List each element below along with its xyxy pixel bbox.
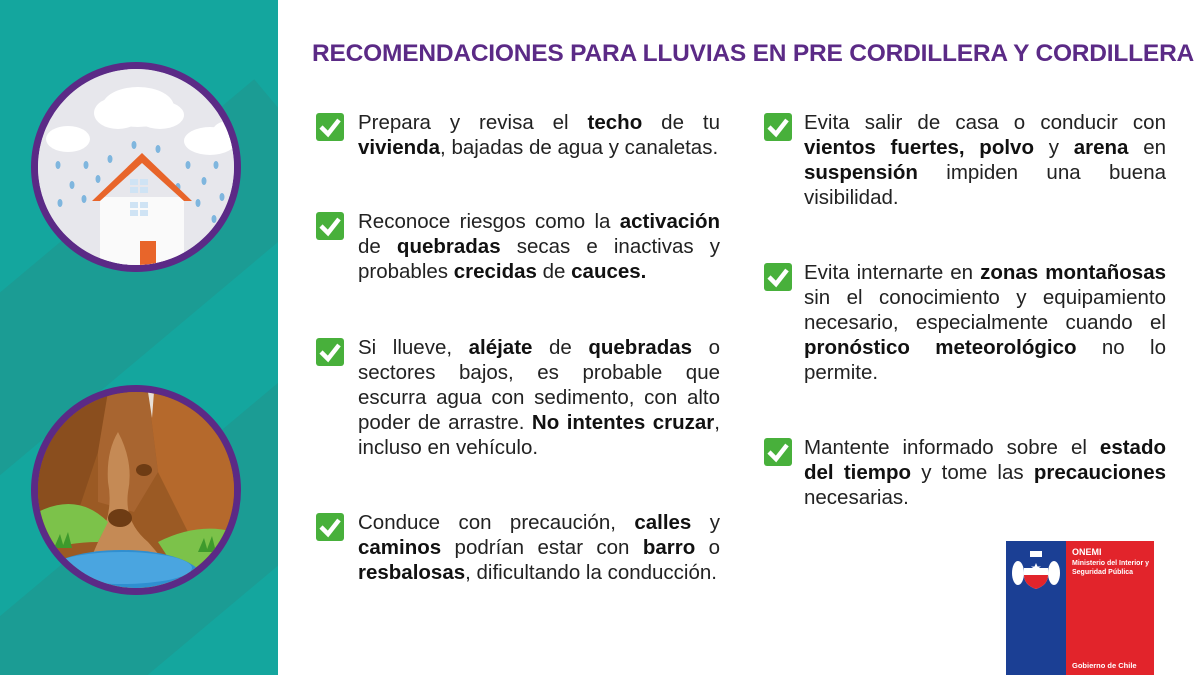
- recommendation-item: [764, 260, 1166, 385]
- chile-coat-of-arms-icon: [1010, 547, 1062, 593]
- recommendation-item: [316, 510, 721, 585]
- mountain-stream-illustration: [31, 385, 241, 595]
- recommendation-text: Prepara y revisa el techo de tu vivienda, bajadas de agua y canaletas.: [358, 111, 720, 159]
- logo-ministry: Ministerio del Interior y Seguridad Pública: [1072, 560, 1150, 576]
- check-icon: [316, 212, 344, 240]
- logo-government: Gobierno de Chile: [1072, 661, 1137, 670]
- rain-house-illustration: [31, 62, 241, 272]
- left-illustration-panel: [0, 0, 278, 675]
- check-icon: [764, 113, 792, 141]
- recommendation-text: Si llueve, aléjate de quebradas o sectores bajos, es probable que escurra agua con sedimento, con alto poder de arrastre. No intentes cruzar, incluso en vehículo.: [358, 336, 720, 459]
- onemi-logo: [1006, 541, 1154, 675]
- logo-org-name: ONEMI: [1072, 547, 1102, 557]
- check-icon: [764, 263, 792, 291]
- check-icon: [316, 513, 344, 541]
- recommendation-item: [764, 110, 1166, 210]
- recommendation-item: [316, 335, 721, 460]
- recommendation-item: [316, 110, 721, 160]
- recommendation-item: [316, 209, 721, 284]
- recommendation-text: Evita internarte en zonas montañosas sin el conocimiento y equipamiento necesario, especialmente cuando el pronóstico meteorológico no lo permite.: [804, 261, 1166, 384]
- page-title: RECOMENDACIONES PARA LLUVIAS EN PRE CORDILLERA Y CORDILLERA: [312, 40, 1195, 67]
- recommendation-text: Reconoce riesgos como la activación de quebradas secas e inactivas y probables crecidas de cauces.: [358, 210, 720, 283]
- recommendation-text: Conduce con precaución, calles y caminos podrían estar con barro o resbalosas, dificultando la conducción.: [358, 511, 720, 584]
- check-icon: [316, 338, 344, 366]
- recommendation-text: Evita salir de casa o conducir con vientos fuertes, polvo y arena en suspensión impiden una buena visibilidad.: [804, 111, 1166, 209]
- check-icon: [764, 438, 792, 466]
- recommendation-item: [764, 435, 1166, 510]
- check-icon: [316, 113, 344, 141]
- recommendation-text: Mantente informado sobre el estado del tiempo y tome las precauciones necesarias.: [804, 436, 1166, 509]
